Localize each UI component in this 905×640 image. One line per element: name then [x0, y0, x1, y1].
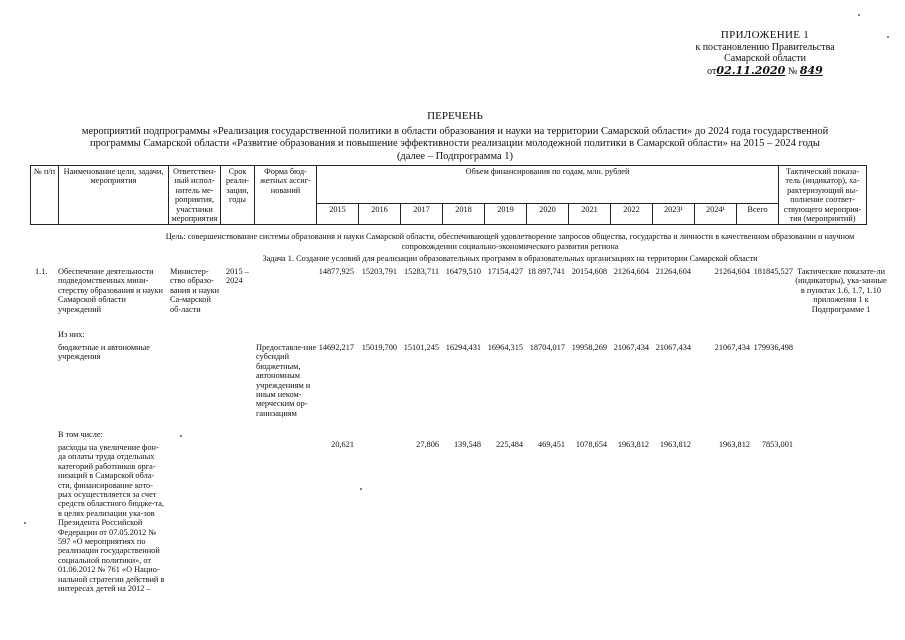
- of-them-label: Из них:: [58, 330, 85, 339]
- value-cell: 21067,434: [613, 343, 649, 352]
- year-2021: 2021: [569, 203, 611, 225]
- row2-form: Предоставле-ние субсидий бюджетным, автономным учреждениям и иным неком-мерческим ор-ганизациям: [256, 343, 317, 418]
- value-cell: 15203,791: [361, 267, 397, 276]
- value-cell: 1963,812: [659, 440, 691, 449]
- task-text: Задача 1. Создание условий для реализации образовательных программ в образовательных организациях на территории Самарской области: [262, 254, 758, 263]
- value-cell: 16294,431: [445, 343, 481, 352]
- scan-speck: [887, 36, 889, 38]
- header-form: Форма бюд-жетных ассиг-нований: [255, 166, 317, 225]
- year-2023: 2023¹: [653, 203, 695, 225]
- value-cell: 21264,604: [714, 267, 750, 276]
- row3-name: расходы на увеличение фон-да оплаты труда отдельных категорий работников орга-низаций в Самарской обла-сти, финансирование кото-рых осуществляется за счет средств областного бюдже-та, в целях реализации ука-зов Президента Российской Федерации от 07.05.2012 № 597 «О мероприятиях по реализации государственной социальной политики», от 01.06.2012 № 761 «О Нацио-нальной стратегии действий в интересах детей на 2012 –: [58, 443, 165, 594]
- heading-line1: мероприятий подпрограммы «Реализация государственной политики в области образования и науки на территории Самарской области» до 2024 года государственной: [81, 125, 829, 137]
- value-cell: 15101,245: [403, 343, 439, 352]
- value-cell: 1963,812: [718, 440, 750, 449]
- value-cell: 18704,017: [529, 343, 565, 352]
- year-2022: 2022: [611, 203, 653, 225]
- heading-line2: программы Самарской области «Развитие образования и повышение эффективности реализации молодежной политики в Самарской области» на 2015 – 2024 годы: [90, 138, 820, 149]
- value-cell: 21067,434: [655, 343, 691, 352]
- value-cell: 18 897,741: [527, 267, 565, 276]
- value-cell: 21067,434: [714, 343, 750, 352]
- value-cell: 20154,608: [571, 267, 607, 276]
- year-2019: 2019: [485, 203, 527, 225]
- year-2020: 2020: [527, 203, 569, 225]
- date-value: 02.11.2020: [716, 63, 786, 77]
- value-cell: 14692,217: [318, 343, 354, 352]
- year-2018: 2018: [443, 203, 485, 225]
- header-term: Срок реали-зации, годы: [221, 166, 255, 225]
- date-prefix: от: [707, 65, 717, 77]
- scan-speck: [360, 488, 362, 490]
- document-heading: [40, 110, 870, 163]
- row1-indicator: Тактические показате-ли (индикаторы), ука-занные в пунктах 1.6, 1.7, 1.10 приложения 1 к Подпрограмме 1: [795, 267, 887, 314]
- value-cell: 27,806: [416, 440, 439, 449]
- value-cell: 15283,711: [404, 267, 439, 276]
- header-volume: Объем финансирования по годам, млн. рублей: [317, 166, 779, 204]
- value-cell: 469,451: [538, 440, 565, 449]
- value-cell: 139,548: [454, 440, 481, 449]
- annex-date-line: [640, 65, 890, 78]
- value-cell: 7853,001: [761, 440, 793, 449]
- value-cell: 1963,812: [617, 440, 649, 449]
- scan-speck: [858, 14, 860, 16]
- value-cell: 16479,510: [445, 267, 481, 276]
- header-responsible: Ответствен-ный испол-нитель ме-роприятия, участники мероприятия: [169, 166, 221, 225]
- year-2016: 2016: [359, 203, 401, 225]
- scan-speck: [180, 435, 182, 437]
- header-num: № п/п: [31, 166, 59, 225]
- number-value: 849: [799, 63, 823, 77]
- header-name: Наименование цели, задачи, мероприятия: [59, 166, 169, 225]
- goal-text: Цель: совершенствование системы образования и науки Самарской области, обеспечивающей удовлетворение запросов общества, государства и личности в качественном образовании и научном сопровождении социально-экономического развития региона: [165, 232, 855, 251]
- heading-title: ПЕРЕЧЕНЬ: [427, 110, 483, 122]
- including-label: В том числе:: [58, 430, 103, 439]
- value-cell: 19958,269: [571, 343, 607, 352]
- scan-speck: [24, 522, 26, 524]
- row2-name: бюджетные и автономные учреждения: [58, 343, 150, 362]
- value-cell: 21264,604: [613, 267, 649, 276]
- row1-responsible: Министер-ство образо-вания и науки Са-марской об-ласти: [170, 267, 220, 314]
- annex-title: ПРИЛОЖЕНИЕ 1: [720, 29, 810, 41]
- value-cell: 1078,654: [575, 440, 607, 449]
- value-cell: 17154,427: [487, 267, 523, 276]
- row1-term: 2015 – 2024: [226, 267, 249, 286]
- header-table: [30, 165, 867, 225]
- year-2017: 2017: [401, 203, 443, 225]
- annex-block: [640, 30, 890, 77]
- header-indicator: Тактический показа-тель (индикатор), ха-рактеризующий вы-полнение соответ-ствующего мероприя-тия (мероприятий): [779, 166, 867, 225]
- value-cell: 20,621: [331, 440, 354, 449]
- year-2024: 2024¹: [695, 203, 737, 225]
- value-cell: 14877,925: [318, 267, 354, 276]
- value-cell: 15019,700: [361, 343, 397, 352]
- value-cell: 16964,315: [487, 343, 523, 352]
- heading-line3: (далее – Подпрограмма 1): [396, 150, 514, 162]
- row1-name: Обеспечение деятельности подведомственных мини-стерству образования и науки Самарской области учреждений: [58, 267, 163, 314]
- year-2015: 2015: [317, 203, 359, 225]
- value-cell: 179936,498: [753, 343, 793, 352]
- value-cell: 21264,604: [655, 267, 691, 276]
- year-total: Всего: [737, 203, 779, 225]
- number-prefix: №: [787, 65, 798, 77]
- annex-line2: Самарской области: [724, 53, 806, 64]
- value-cell: 225,484: [496, 440, 523, 449]
- value-cell: 181845,527: [753, 267, 793, 276]
- annex-line1: к постановлению Правительства: [695, 41, 835, 53]
- row1-num: 1.1.: [35, 267, 48, 276]
